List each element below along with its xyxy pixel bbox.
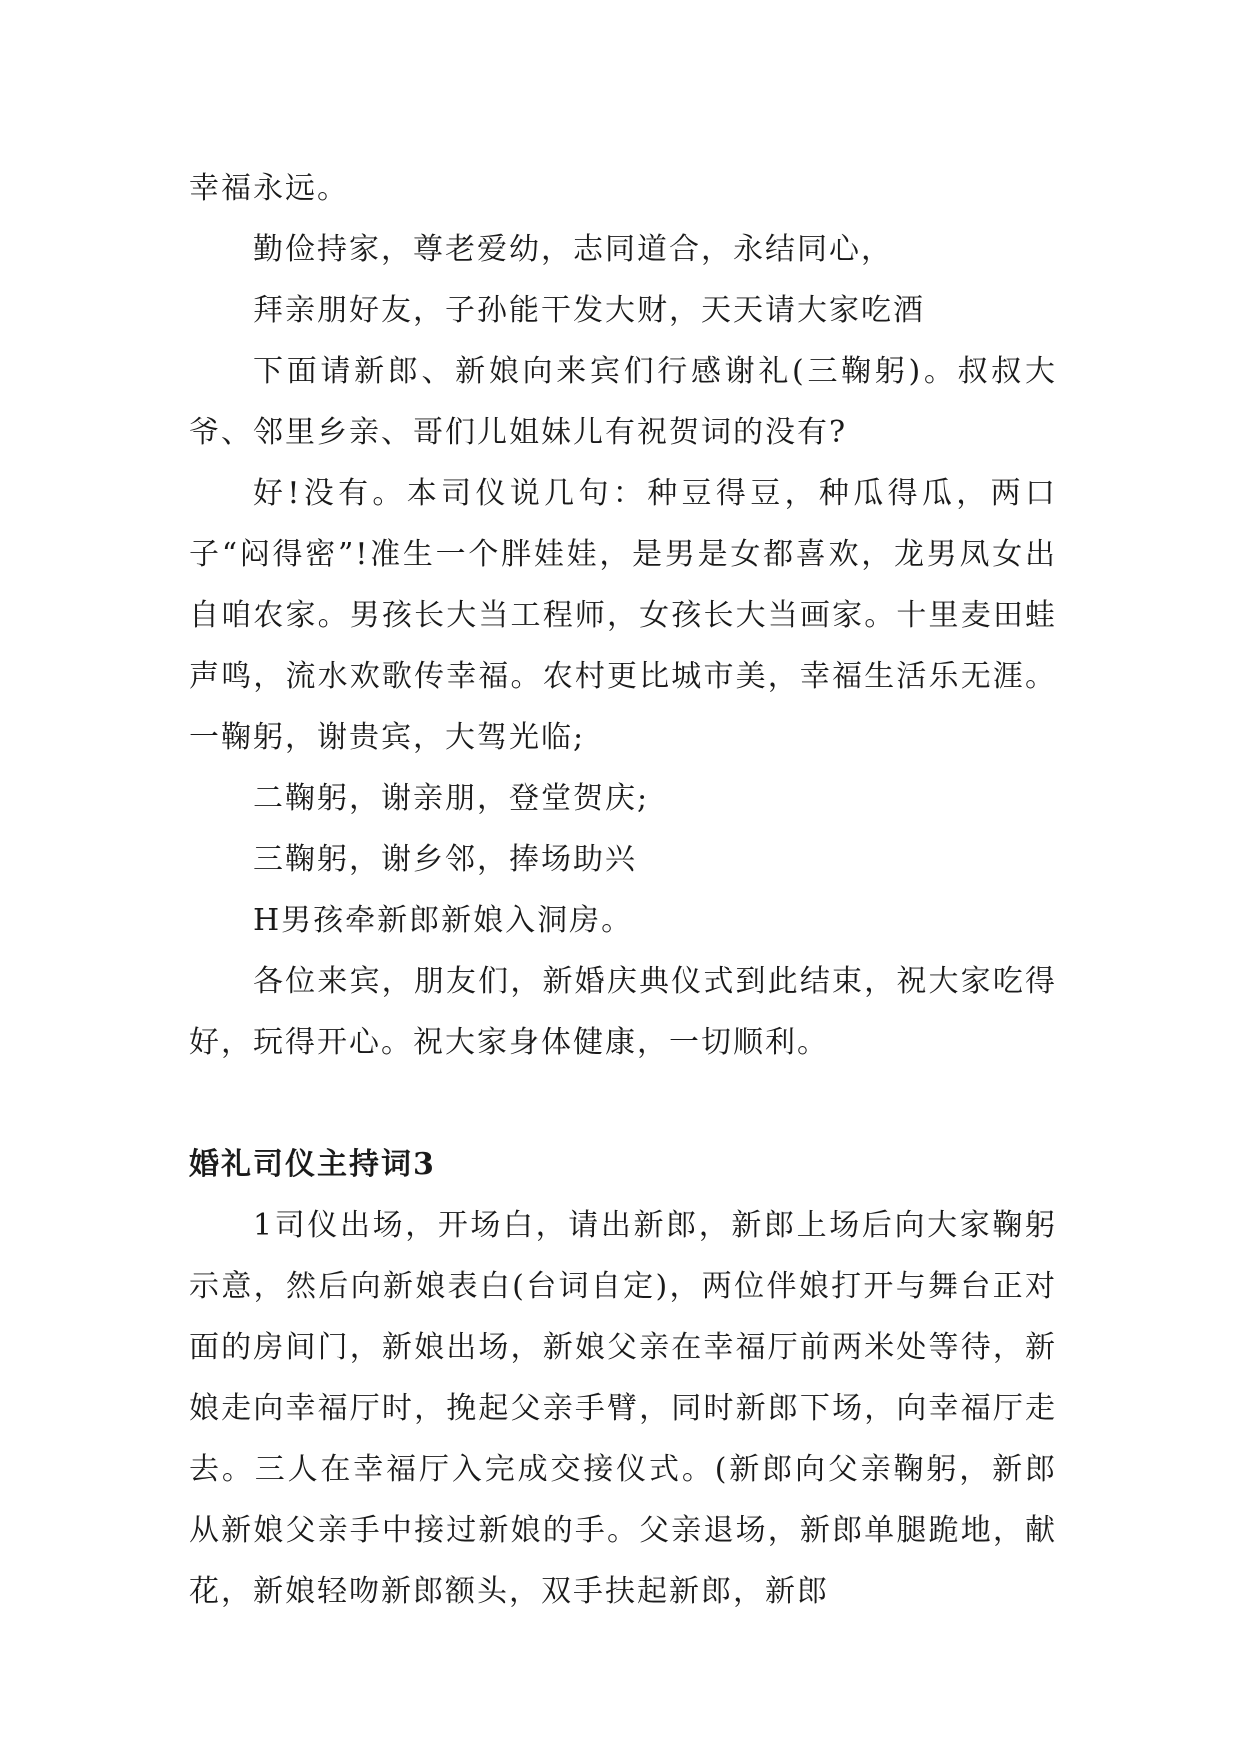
paragraph-9: 1司仪出场，开场白，请出新郎，新郎上场后向大家鞠躬示意，然后向新娘表白(台词自定)，两位伴娘打开与舞台正对面的房间门，新娘出场，新娘父亲在幸福厅前两米处等待，新娘走向幸福厅时，挽起父亲手臂，同时新郎下场，向幸福厅走去。三人在幸福厅入完成交接仪式。(新郎向父亲鞠躬，新郎从新娘父亲手中接过新娘的手。父亲退场，新郎单腿跪地，献花，新娘轻吻新郎额头，双手扶起新郎，新郎 xyxy=(189,1208,1057,1609)
paragraph-8: 各位来宾，朋友们，新婚庆典仪式到此结束，祝大家吃得好，玩得开心。祝大家身体健康，一切顺利。 xyxy=(189,964,1057,1060)
paragraph-6: 三鞠躬，谢乡邻，捧场助兴 xyxy=(253,842,637,877)
paragraph-7: H男孩牵新郎新娘入洞房。 xyxy=(253,903,634,938)
document-body xyxy=(189,158,1057,1622)
paragraph-3: 下面请新郎、新娘向来宾们行感谢礼(三鞠躬)。叔叔大爷、邻里乡亲、哥们儿姐妹儿有祝贺词的没有? xyxy=(189,354,1057,450)
section-heading: 婚礼司仪主持词3 xyxy=(189,1147,436,1182)
paragraph-4: 好!没有。本司仪说几句：种豆得豆，种瓜得瓜，两口子“闷得密”!准生一个胖娃娃，是男是女都喜欢，龙男凤女出自咱农家。男孩长大当工程师，女孩长大当画家。十里麦田蛙声鸣，流水欢歌传幸福。农村更比城市美，幸福生活乐无涯。一鞠躬，谢贵宾，大驾光临; xyxy=(189,476,1057,755)
paragraph-1: 勤俭持家，尊老爱幼，志同道合，永结同心， xyxy=(253,232,893,267)
paragraph-5: 二鞠躬，谢亲朋，登堂贺庆; xyxy=(253,781,650,816)
paragraph-0: 幸福永远。 xyxy=(189,171,349,206)
paragraph-2: 拜亲朋好友，子孙能干发大财，天天请大家吃酒 xyxy=(253,293,925,328)
